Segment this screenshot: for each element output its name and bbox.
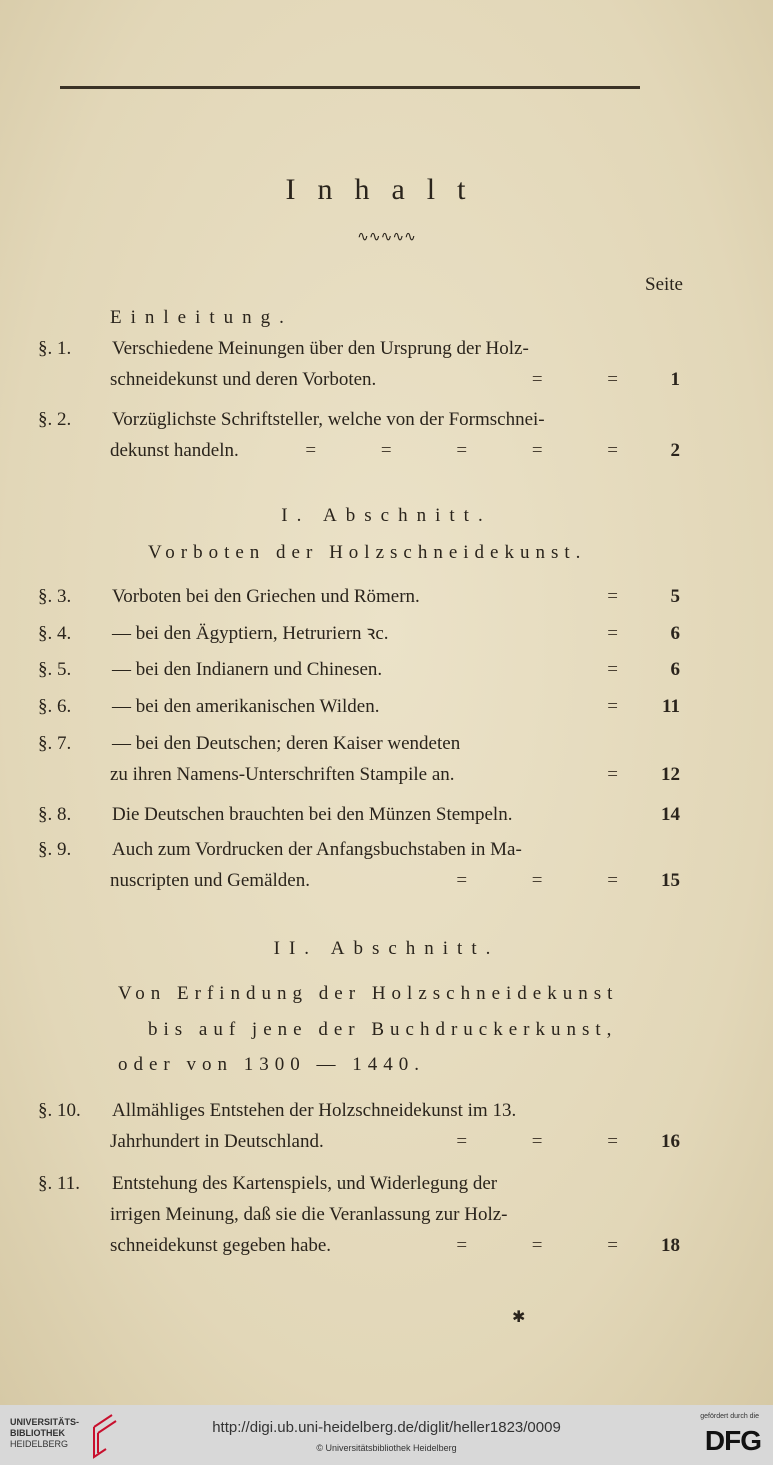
leader-dots: =	[607, 586, 648, 607]
entry-text-line: dekunst handeln.	[110, 440, 239, 461]
library-line: UNIVERSITÄTS-	[10, 1417, 80, 1427]
paragraph-number: §. 9.	[38, 839, 72, 860]
chapter2-subtitle-line: Von Erfindung der Holzschneidekunst	[118, 983, 619, 1004]
entry-text-line: — bei den Deutschen; deren Kaiser wendeten	[112, 733, 461, 754]
paragraph-number: §. 7.	[38, 733, 72, 754]
page-number: 15	[661, 870, 680, 891]
library-line: BIBLIOTHEK	[10, 1428, 65, 1438]
paragraph-number: §. 10.	[38, 1100, 81, 1121]
leader-dots: = = =	[456, 1235, 648, 1256]
entry-text-line: Vorzüglichste Schriftsteller, welche von der Formschnei-	[112, 409, 545, 430]
entry-text-line: — bei den Indianern und Chinesen.	[112, 659, 383, 680]
permalink[interactable]: http://digi.ub.uni-heidelberg.de/diglit/heller1823/0009	[212, 1419, 561, 1436]
entry-text-line: Verschiedene Meinungen über den Ursprung der Holz-	[112, 338, 529, 359]
page-number: 14	[661, 804, 680, 825]
leader-dots: =	[607, 659, 648, 680]
paragraph-number: §. 1.	[38, 338, 72, 359]
paragraph-number: §. 8.	[38, 804, 72, 825]
copyright: © Universitätsbibliothek Heidelberg	[316, 1443, 457, 1453]
entry-text-line: — bei den amerikanischen Wilden.	[112, 696, 380, 717]
entry-text-line: schneidekunst und deren Vorboten.	[110, 369, 377, 390]
seite-label: Seite	[645, 274, 683, 295]
page-number: 18	[661, 1235, 680, 1256]
paragraph-number: §. 3.	[38, 586, 72, 607]
entry-text-line: nuscripten und Gemälden.	[110, 870, 310, 891]
entry-text-line: Allmähliges Entstehen der Holzschneidekunst im 13.	[112, 1100, 517, 1121]
paragraph-number: §. 5.	[38, 659, 72, 680]
dfg-logo: DFG	[704, 1425, 761, 1456]
leader-dots: = = = = =	[305, 440, 648, 461]
paragraph-number: §. 2.	[38, 409, 72, 430]
signature-mark: ✱	[512, 1309, 526, 1326]
entry-text-line: Auch zum Vordrucken der Anfangsbuchstaben in Ma-	[112, 839, 522, 860]
entry-text-line: irrigen Meinung, daß sie die Veranlassung zur Holz-	[110, 1204, 508, 1225]
leader-dots: = = =	[456, 870, 648, 891]
paragraph-number: §. 11.	[38, 1173, 81, 1194]
leader-dots: =	[607, 623, 648, 644]
leader-dots: =	[607, 696, 648, 717]
page-number: 12	[661, 764, 680, 785]
leader-dots: =	[607, 764, 648, 785]
leader-dots: = =	[531, 369, 648, 390]
page-number: 1	[670, 369, 680, 390]
chapter1-heading: I. Abschnitt.	[281, 505, 492, 526]
library-line: HEIDELBERG	[10, 1439, 69, 1449]
chapter1-subtitle: Vorboten der Holzschneidekunst.	[148, 542, 587, 563]
intro-heading: Einleitung.	[110, 307, 293, 328]
entry-text-line: — bei den Ägyptiern, Hetruriern ꝛc.	[112, 623, 389, 644]
page-number: 5	[670, 586, 680, 607]
entry-text-line: Jahrhundert in Deutschland.	[110, 1131, 324, 1152]
ornament: ∿∿∿∿∿	[357, 230, 416, 245]
entry-text-line: Entstehung des Kartenspiels, und Widerlegung der	[112, 1173, 498, 1194]
page-number: 2	[670, 440, 680, 461]
chapter2-subtitle-line: oder von 1300 — 1440.	[118, 1054, 426, 1075]
page-number: 11	[662, 696, 680, 717]
funder-label: gefördert durch die	[700, 1413, 759, 1420]
page-number: 6	[670, 623, 680, 644]
entry-text-line: Vorboten bei den Griechen und Römern.	[112, 586, 420, 607]
paragraph-number: §. 6.	[38, 696, 72, 717]
footer-bar	[0, 1405, 773, 1465]
leader-dots: = = =	[456, 1131, 648, 1152]
page-number: 6	[670, 659, 680, 680]
entry-text-line: schneidekunst gegeben habe.	[110, 1235, 332, 1256]
chapter2-subtitle-line: bis auf jene der Buchdruckerkunst,	[148, 1019, 618, 1040]
paragraph-number: §. 4.	[38, 623, 72, 644]
chapter2-heading: II. Abschnitt.	[273, 938, 500, 959]
page-number: 16	[661, 1131, 680, 1152]
page-title: Inhalt	[285, 173, 488, 206]
top-rule	[60, 86, 640, 89]
entry-text-line: Die Deutschen brauchten bei den Münzen Stempeln.	[112, 804, 513, 825]
entry-text-line: zu ihren Namens-Unterschriften Stampile an.	[110, 764, 455, 785]
